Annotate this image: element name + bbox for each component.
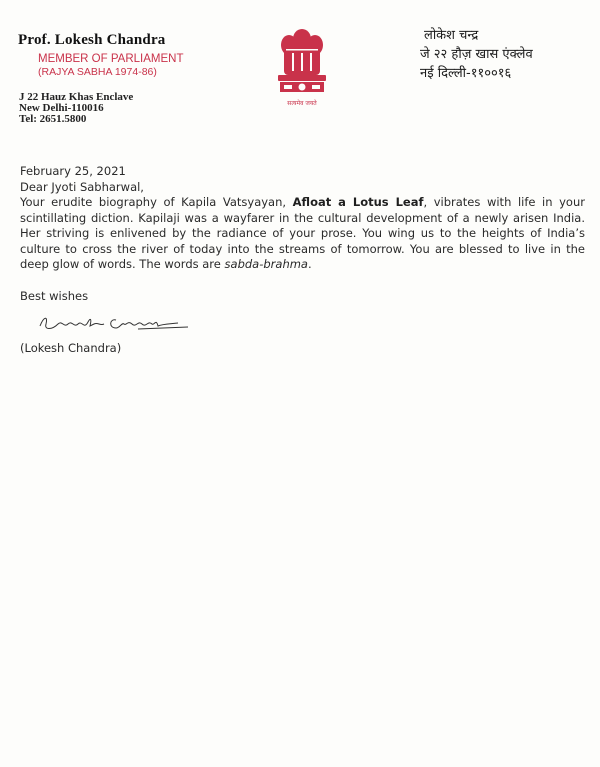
handwritten-signature (38, 312, 188, 334)
letterhead-right-hindi (420, 26, 595, 83)
body-part-3: . (307, 257, 312, 271)
closing: Best wishes (20, 288, 89, 303)
letter-content (20, 164, 585, 356)
address-line-2: New Delhi-110016 (19, 102, 104, 114)
sender-role: MEMBER OF PARLIAMENT (38, 53, 184, 65)
hindi-address-line-1: जे २२ हौज़ खास एंक्लेव (420, 47, 533, 62)
hindi-name: लोकेश चन्द्र (424, 28, 479, 43)
sender-term: (RAJYA SABHA 1974-86) (38, 66, 157, 78)
hindi-address-line-2: नई दिल्ली-११००१६ (420, 66, 512, 81)
book-title: Afloat a Lotus Leaf (292, 195, 424, 209)
emblem-motto: सत्यमेव जयते (287, 100, 317, 107)
italic-term: sabda-brahma (224, 257, 308, 271)
letter-date: February 25, 2021 (20, 164, 126, 178)
printed-name: (Lokesh Chandra) (20, 340, 122, 355)
salutation: Dear Jyoti Sabharwal, (20, 179, 144, 194)
address-line-3: Tel: 2651.5800 (19, 113, 87, 125)
letter-body (20, 195, 585, 273)
body-part-2: , vibrates with life in your scintillating diction. Kapilaji was a wayfarer in the cultural development of a newly arisen India. Her striving is enlivened by the radiance of your prose. You wing us to the heights of India’s culture to cross the river of today into the streams of tomorrow. You are blessed to live in the deep glow of words. The words are (20, 195, 585, 271)
body-part-1: Your erudite biography of Kapila Vatsyayan, (20, 195, 293, 209)
letterhead-left (18, 32, 218, 125)
sender-name: Prof. Lokesh Chandra (18, 32, 166, 48)
address-line-1: J 22 Hauz Khas Enclave (19, 91, 134, 103)
national-emblem-icon (272, 25, 332, 111)
